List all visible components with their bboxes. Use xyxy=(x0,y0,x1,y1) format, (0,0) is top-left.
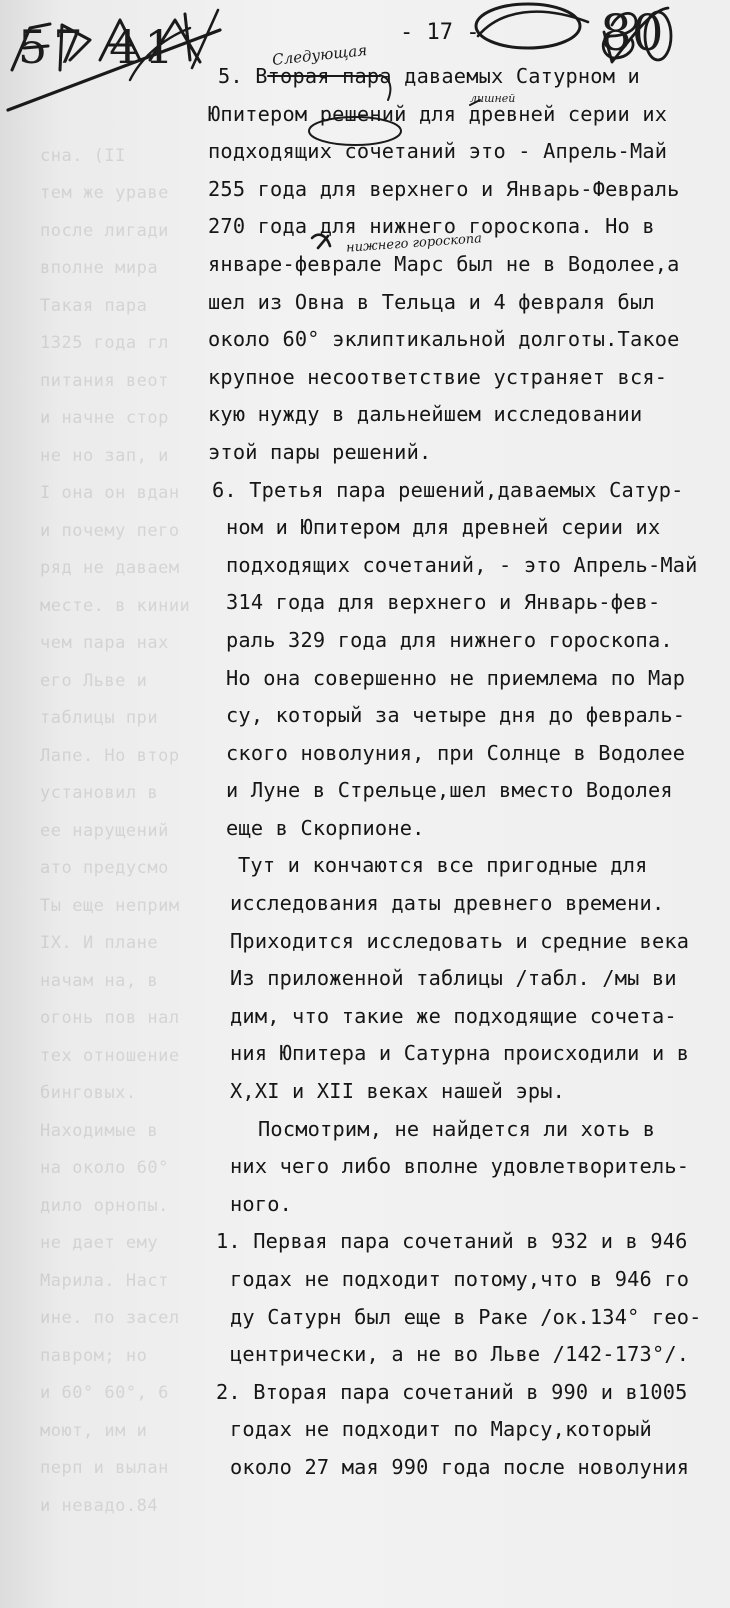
text-line: су, который за четыре дня до февраль- xyxy=(226,703,686,728)
text-line: Юпитером решений для древней серии их xyxy=(208,101,668,126)
text-line: раль 329 года для нижнего гороскопа. xyxy=(226,627,673,652)
text-line: Из приложенной таблицы /табл. /мы ви xyxy=(230,966,677,991)
text-line: ского новолуния, при Солнце в Водолее xyxy=(226,740,686,765)
text-line: ном и Юпитером для древней серии их xyxy=(226,515,661,540)
text-line: Посмотрим, не найдется ли хоть в xyxy=(258,1116,656,1141)
crossed-out-numbers: 57 41 xyxy=(18,20,180,74)
text-line: исследования даты древнего времени. xyxy=(230,891,665,916)
text-line: 1. Первая пара сочетаний в 932 и в 946 xyxy=(216,1229,688,1254)
text-line: крупное несоответствие устраняет вся- xyxy=(208,364,668,389)
text-line: 255 года для верхнего и Январь-Февраль xyxy=(208,176,680,201)
text-line: и Луне в Стрельце,шел вместо Водолея xyxy=(226,778,673,803)
typed-text-body xyxy=(208,58,723,1487)
handwritten-note-lower-horoscope: нижнего гороскопа xyxy=(345,231,483,256)
text-line: январе-феврале Марс был не в Водолее,а xyxy=(208,251,680,276)
text-line: Тут и кончаются все пригодные для xyxy=(238,853,648,878)
text-line: этой пары решений. xyxy=(208,439,432,464)
text-line: шел из Овна в Тельца и 4 февраля был xyxy=(208,289,655,314)
text-line: дим, что такие же подходящие сочета- xyxy=(230,1003,677,1028)
text-line: около 27 мая 990 года после новолуния xyxy=(230,1454,690,1479)
handwritten-note-next: Следующая xyxy=(271,41,368,69)
text-line: 6. Третья пара решений,даваемых Сатур- xyxy=(212,477,684,502)
text-line: ния Юпитера и Сатурна происходили и в xyxy=(230,1041,690,1066)
text-line: еще в Скорпионе. xyxy=(226,815,425,840)
text-line: X,XI и XII веках нашей эры. xyxy=(230,1079,566,1104)
bleed-through-text: сна. (II тем же ураве после лигади вполне мира Такая пара 1325 года гл питания веот и начне стор не но зап, и I она он вдан и почему пего ряд не даваем месте. в кинии чем пара нах его Льве и таблицы при Лапе. Но втор установил в ее нарущений ато предусмо Ты еще неприм IX. И плане начам на, в огонь пов нал тех отношение бинговых. Находимые в на около 60° дило орнопы. не дает ему Марила. Наст ине. по засел павром; но и 60° 60°, 6 моют, им и перп и вылан и невадо.84 xyxy=(40,145,191,1516)
text-line: годах не подходит потому,что в 946 го xyxy=(230,1267,690,1291)
text-line: около 60° эклиптикальной долготы.Такое xyxy=(208,327,680,352)
text-line: ду Сатурн был еще в Раке /ок.134° гео- xyxy=(230,1304,702,1329)
text-line: подходящих сочетаний это - Апрель-Май xyxy=(208,139,668,164)
page-number-mark: - 17 - xyxy=(400,20,480,45)
text-line: годах не подходит по Марсу,который xyxy=(230,1417,652,1442)
text-line: 2. Вторая пара сочетаний в 990 и в1005 xyxy=(216,1379,688,1404)
text-line: ного. xyxy=(230,1191,293,1216)
text-line: 270 года для нижнего гороскопа. Но в xyxy=(208,214,655,239)
text-line: подходящих сочетаний, - это Апрель-Май xyxy=(226,552,698,577)
text-line: кую нужду в дальнейшем исследовании xyxy=(208,402,643,427)
page-number-handwritten: 80 xyxy=(600,4,664,62)
handwritten-note-lishney: лишней xyxy=(470,92,516,105)
text-line: них чего либо вполне удовлетворитель- xyxy=(230,1154,690,1179)
text-line: 5. Вторая пара даваемых Сатурном и xyxy=(218,64,640,88)
text-line: 314 года для верхнего и Январь-фев- xyxy=(226,590,661,615)
text-line: Но она совершенно не приемлема по Мар xyxy=(226,665,686,690)
text-line: центрически, а не во Льве /142-173°/. xyxy=(230,1342,690,1367)
text-line: Приходится исследовать и средние века xyxy=(230,928,690,953)
